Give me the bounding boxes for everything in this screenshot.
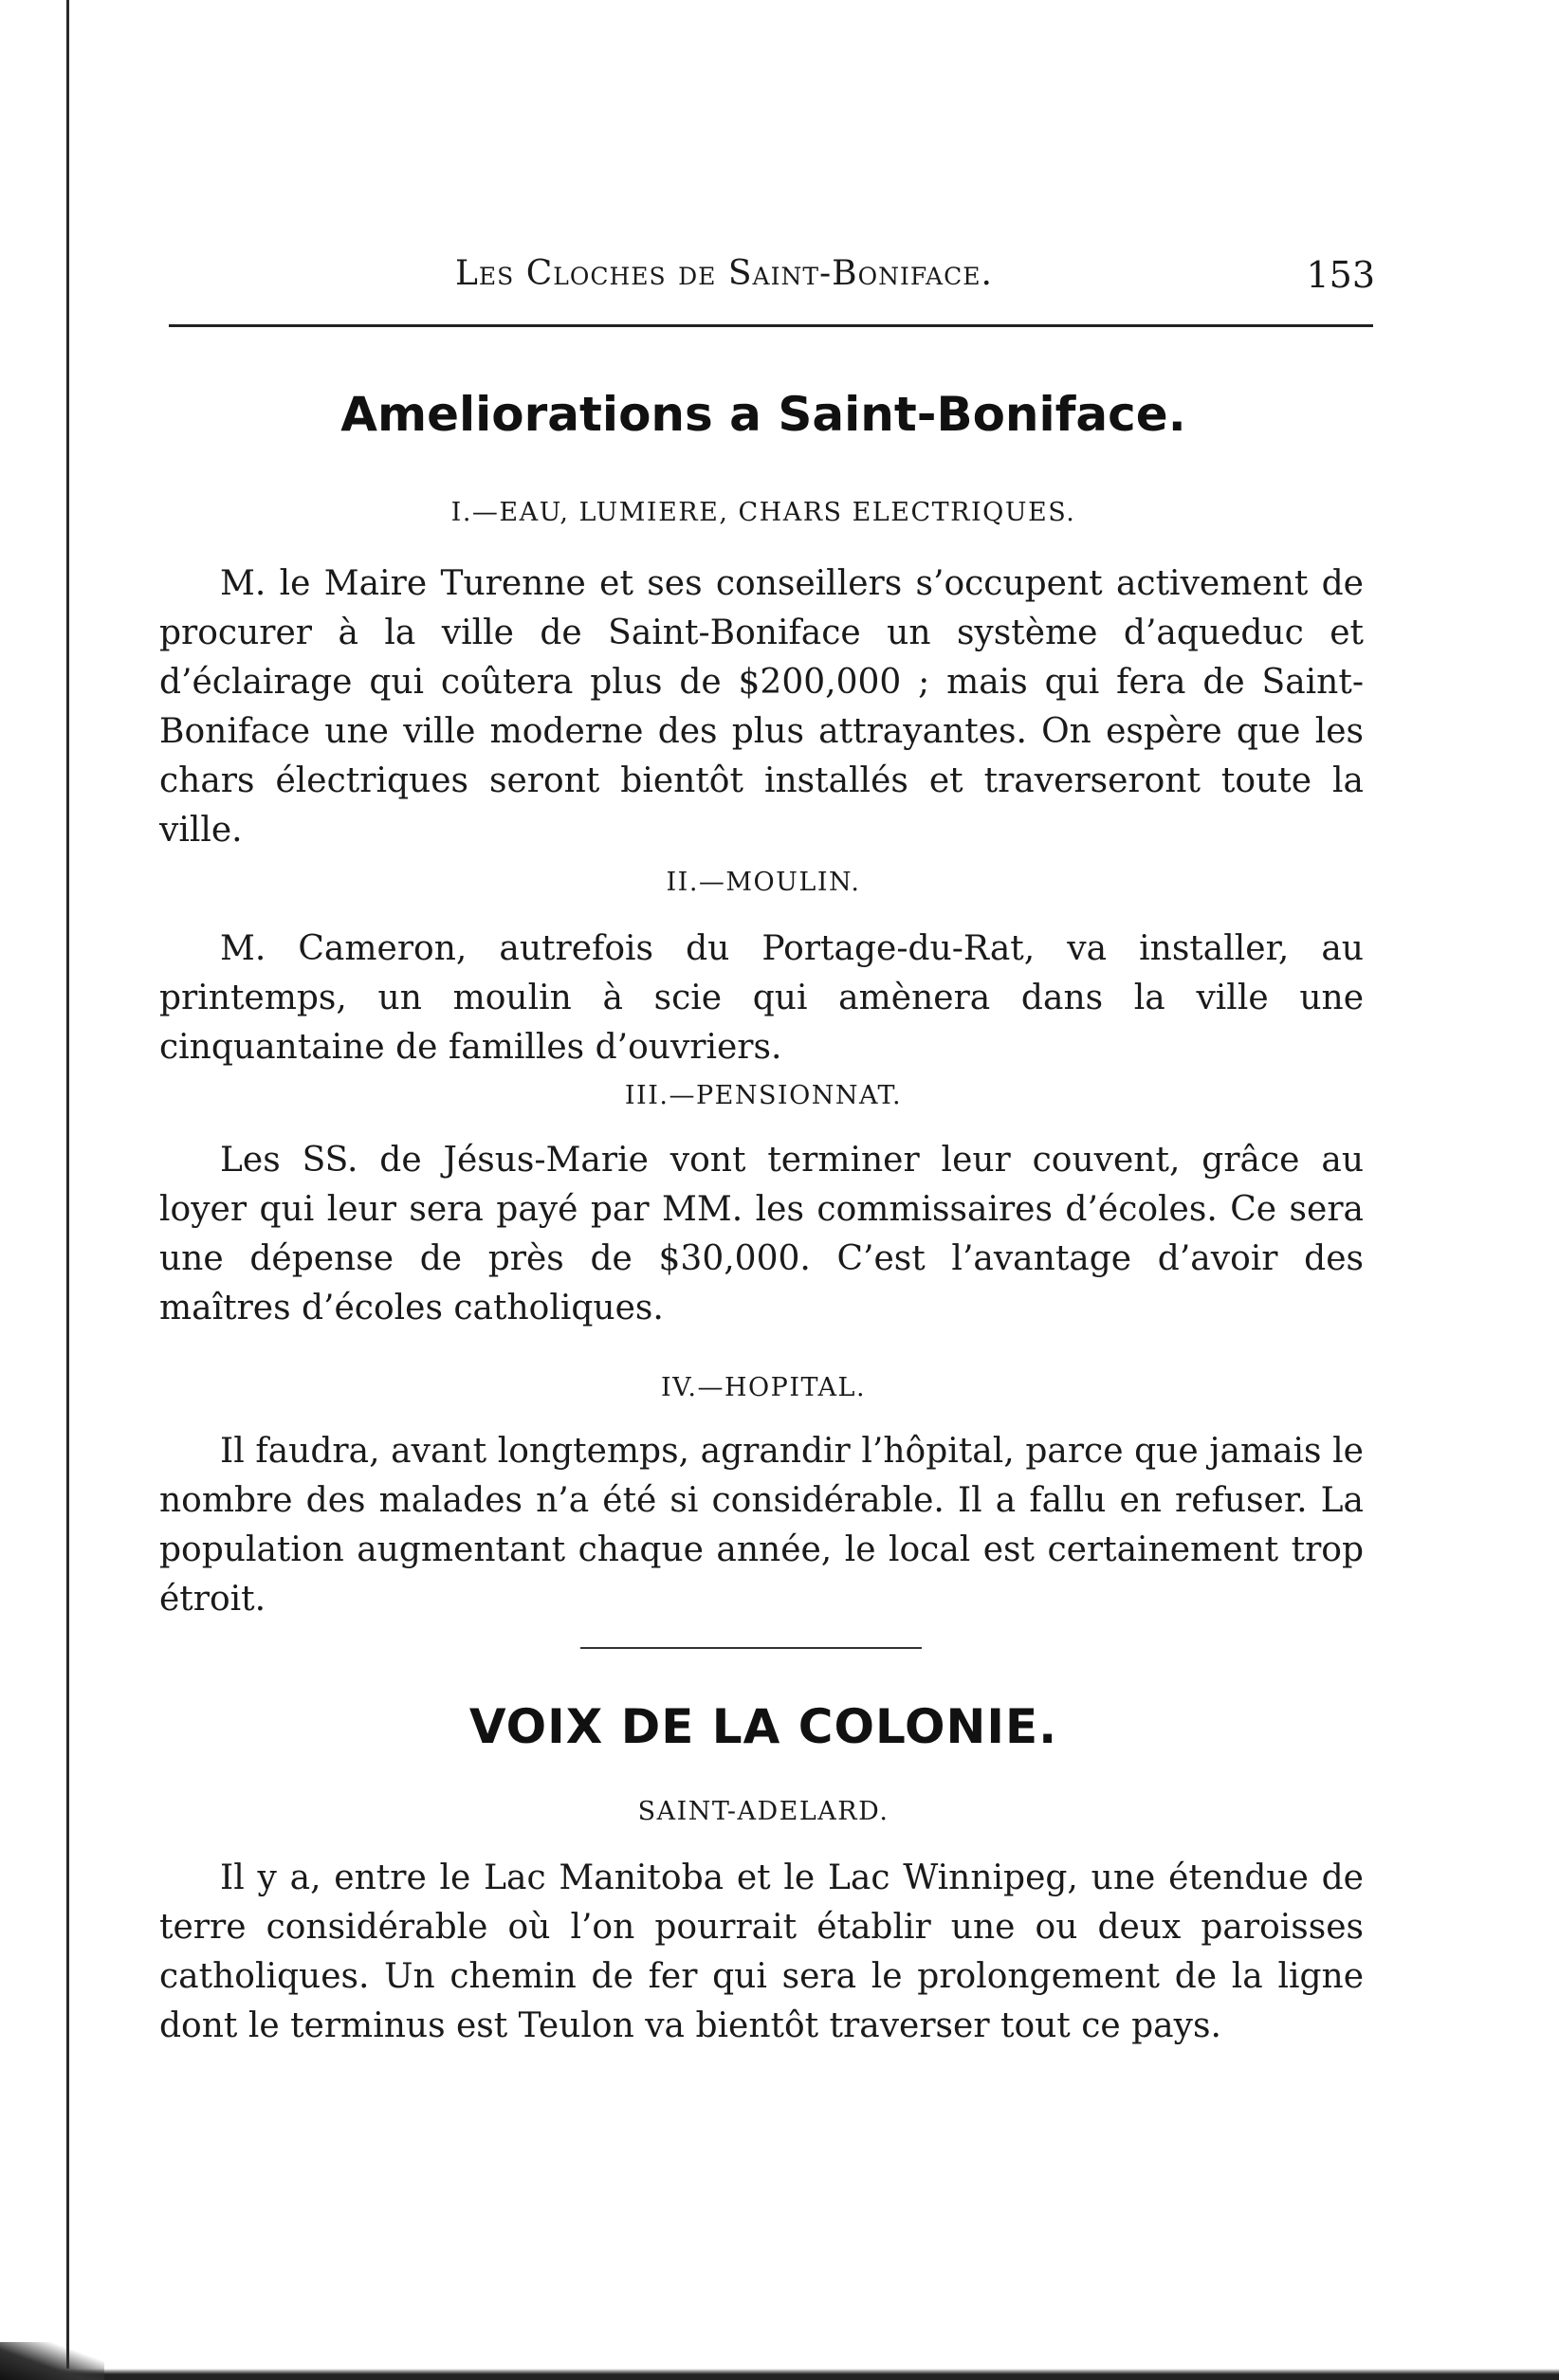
running-title: Les Cloches de Saint-Boniface. [455,254,993,293]
section-paragraph: Il y a, entre le Lac Manitoba et le Lac Winnipeg, une étendue de terre considérable où l’on pourrait établir une ou deux paroisses catholiques. Un chemin de fer qui sera le prolongement de la ligne dont le terminus est Teulon va bientôt traverser tout ce pays. [159,1858,1364,2045]
section-heading: IV.—HOPITAL. [660,1373,867,1402]
article-title-ameliorations: Ameliorations a Saint-Boniface. [340,387,1186,442]
section-paragraph: M. le Maire Turenne et ses conseillers s’occupent activement de procurer à la ville de Saint-Boniface un système d’aqueduc et d’éclairage qui coûtera plus de $200,000 ; mais qui fera de Saint-Boniface une ville moderne des plus attrayantes. On espère que les chars électriques seront bientôt installés et traverseront toute la ville. [159,564,1364,850]
scan-bottom-edge [0,2369,1559,2380]
section-paragraph: M. Cameron, autrefois du Portage-du-Rat, va installer, au printemps, un moulin à scie qui amènera dans la ville une cinquantaine de familles d’ouvriers. [159,929,1364,1067]
page-number: 153 [1306,254,1375,296]
section-heading: II.—MOULIN. [666,868,861,897]
section-heading: I.—EAU, LUMIERE, CHARS ELECTRIQUES. [450,498,1076,527]
section-heading: SAINT-ADELARD. [637,1797,890,1826]
scan-corner-shadow [0,2342,104,2380]
section-paragraph: Les SS. de Jésus-Marie vont terminer leur couvent, grâce au loyer qui leur sera payé par MM. les commissaires d’écoles. Ce sera une dépense de près de $30,000. C’est l’avantage d’avoir des maîtres d’écoles catholiques. [159,1141,1364,1327]
article-title-voix-de-la-colonie: VOIX DE LA COLONIE. [468,1699,1058,1754]
running-head [152,245,1375,302]
section-paragraph: Il faudra, avant longtemps, agrandir l’hôpital, parce que jamais le nombre des malades n’a été si considérable. Il a fallu en refuser. La population augmentant chaque année, le local est certainement trop étroit. [159,1432,1364,1619]
section-heading: III.—PENSIONNAT. [624,1081,903,1110]
header-rule [169,324,1373,327]
article-separator [580,1647,922,1649]
scan-left-edge [66,0,69,2380]
